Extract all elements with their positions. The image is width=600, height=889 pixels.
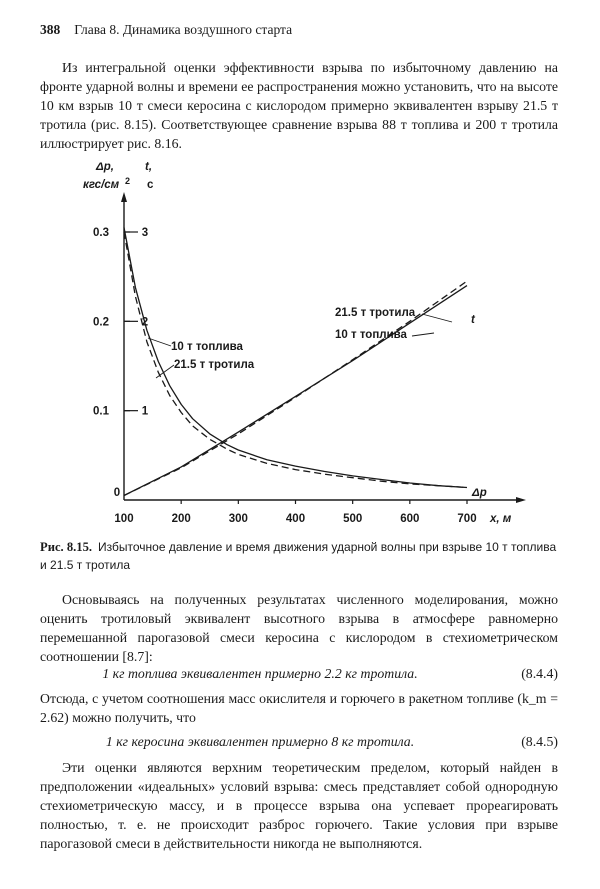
x-tick-label: 500 <box>343 513 363 525</box>
curve-label-fuel: 10 т топлива <box>171 341 243 353</box>
paragraph-ratio <box>40 689 558 727</box>
paragraph-text: Из интегральной оценки эффективности взрыва по избыточному давлению на фронте ударной волны и времени ее распространения можно установить, что на высоте 10 км взрыв 10 т смеси керосина с кислородом примерно эквивалентен взрыву 21.5 т тротила (рис. 8.15). Соответствующее сравнение взрыва 88 т топлива и 200 т тротила иллюстрирует рис. 8.16. <box>40 60 558 151</box>
y-axis-label-t: t, <box>145 161 153 173</box>
x-axis-label: x, м <box>490 513 512 525</box>
y-origin-label: 0 <box>113 487 121 499</box>
x-tick-label: 200 <box>171 513 191 525</box>
page-number: 388 <box>40 22 61 37</box>
y-axis-label-units-sup: 2 <box>125 176 131 186</box>
t-tick-label: 3 <box>141 227 149 239</box>
series-line-3 <box>124 281 467 495</box>
equation-8-4-4 <box>40 666 558 686</box>
paragraph-limits <box>40 758 558 853</box>
paragraph-simulation <box>40 590 558 666</box>
y-axis-label-t-units: с <box>147 179 154 191</box>
leader-t-tnt <box>422 314 452 322</box>
figure-caption <box>40 538 562 574</box>
t-curve-name: t <box>471 314 475 326</box>
dp-curve-name: Δp <box>472 487 487 499</box>
t-tick-label: 2 <box>141 316 149 329</box>
leader-t-fuel <box>412 333 434 336</box>
t-label-tnt: 21.5 т тротила <box>335 307 416 319</box>
x-tick-label: 700 <box>457 513 477 525</box>
equation-number: (8.4.5) <box>521 734 558 749</box>
series-line-0 <box>124 228 467 488</box>
caption-text: Избыточное давление и время движения ударной волны при взрыве 10 т топлива и 21.5 т тротила <box>40 540 557 572</box>
y-tick-label: 0.1 <box>93 405 109 418</box>
y-axis-arrow <box>121 192 127 202</box>
equation-8-4-5 <box>40 734 558 754</box>
y-axis-label-dp: Δp, <box>96 161 114 173</box>
t-tick-label: 1 <box>141 405 149 418</box>
x-axis-arrow <box>516 497 526 503</box>
paragraph-text: Основываясь на полученных результатах численного моделирования, можно оценить тротиловый эквивалент высотного взрыва в атмосфере равномерно перемешанной парогазовой смеси керосина с кислородом в стехиометрическом соотношении [8.7]: <box>40 592 558 664</box>
paragraph-text: Эти оценки являются верхним теоретическим пределом, который найден в предположении «идеальных» условий взрыва: смесь представляет собой однородную стехиометрическую массу, и в процессе взрыва она успевает прореагировать полностью, т. е. не происходит разброс горючего. Такие условия при взрыве парогазовой смеси в действительности никогда не выполняются. <box>40 760 558 851</box>
t-label-fuel: 10 т топлива <box>335 329 407 341</box>
ticks-group <box>93 227 477 525</box>
x-tick-label: 400 <box>285 513 306 525</box>
equation-number: (8.4.4) <box>521 666 558 681</box>
paragraph-text: Отсюда, с учетом соотношения масс окислителя и горючего в ракетном топливе (k_m = 2.62) можно получить, что <box>40 691 558 725</box>
curve-label-tnt: 21.5 т тротила <box>174 359 255 371</box>
x-tick-label: 300 <box>228 513 248 525</box>
equation-expression: 1 кг топлива эквивалентен примерно 2.2 кг тротила. <box>102 666 418 681</box>
x-tick-label: 100 <box>114 513 134 525</box>
y-tick-label: 0.2 <box>93 316 109 329</box>
equation-expression: 1 кг керосина эквивалентен примерно 8 кг тротила. <box>105 734 415 749</box>
running-title: Глава 8. Динамика воздушного старта <box>74 22 293 37</box>
y-tick-label: 0.3 <box>93 227 109 239</box>
caption-label: Рис. 8.15. <box>40 540 93 554</box>
x-tick-label: 600 <box>400 513 420 525</box>
y-axis-label-units: кгс/см <box>83 179 120 191</box>
